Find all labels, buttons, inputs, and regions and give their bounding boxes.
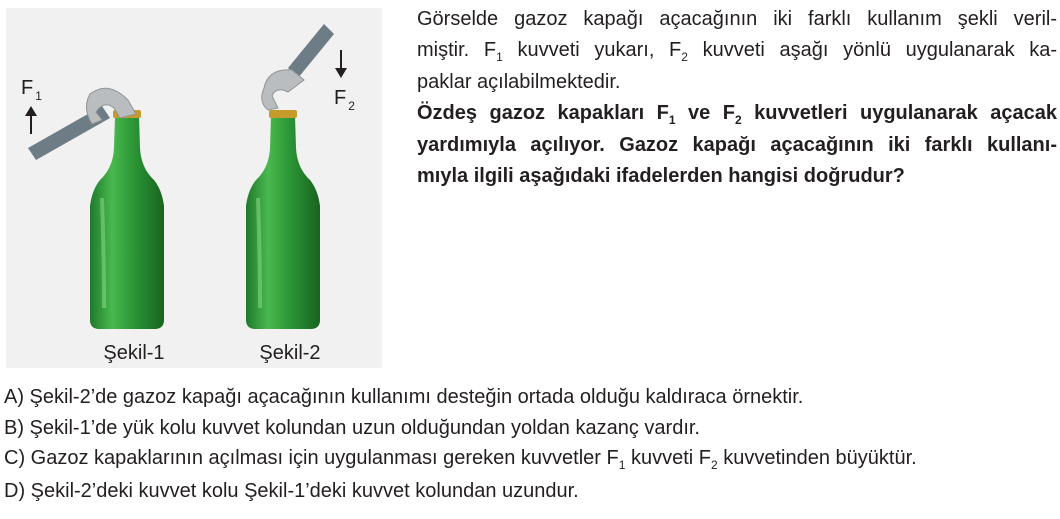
- answer-options: [4, 382, 917, 506]
- force-arrow-f2: [335, 50, 347, 78]
- question-bold-line-3: mıyla ilgili aşağıdaki ifadelerden hangisi doğrudur?: [417, 164, 905, 187]
- force-label-f2: F $_2$: [334, 87, 355, 113]
- question-line-2: miştir. $F_1$ kuvveti yukarı, $F_2$ kuvveti aşağı yönlü uygulanarak ka-: [417, 38, 1058, 64]
- bottle-2: [246, 110, 320, 329]
- figure-panel: [6, 8, 382, 368]
- question-text: [417, 4, 1057, 191]
- force-arrow-f1: [25, 106, 37, 134]
- bottle-opener-2: [262, 24, 334, 110]
- figure-illustration: [6, 8, 382, 368]
- force-label-f1: F $_1$: [21, 77, 42, 103]
- caption-sekil-1: Şekil-1: [103, 342, 165, 364]
- caption-sekil-2: Şekil-2: [259, 342, 321, 364]
- question-line-1: Görselde gazoz kapağı açacağının iki farklı kullanım şekli veril-: [417, 8, 1057, 30]
- option-c[interactable]: C) Gazoz kapaklarının açılması için uygulanması gereken kuvvetler $F_1$ kuvveti $F_2$ kuvvetinden büyüktür.: [4, 447, 917, 472]
- question-line-3: paklar açılabilmektedir.: [417, 71, 621, 93]
- question-bold-line-2: yardımıyla açılıyor. Gazoz kapağı açacağının iki farklı kullanı-: [417, 134, 1057, 156]
- question-bold-line-1: Özdeş gazoz kapakları $F_1$ ve $F_2$ kuvvetleri uygulanarak açacak: [417, 101, 1057, 127]
- option-d[interactable]: D) Şekil-2’deki kuvvet kolu Şekil-1’deki kuvvet kolundan uzundur.: [4, 479, 579, 502]
- option-a[interactable]: A) Şekil-2’de gazoz kapağı açacağının kullanımı desteğin ortada olduğu kaldıraca örnektir.: [4, 386, 804, 408]
- option-b[interactable]: B) Şekil-1’de yük kolu kuvvet kolundan uzun olduğundan yoldan kazanç vardır.: [4, 416, 700, 439]
- bottle-cap-2: [269, 110, 297, 118]
- bottle-1: [90, 110, 164, 329]
